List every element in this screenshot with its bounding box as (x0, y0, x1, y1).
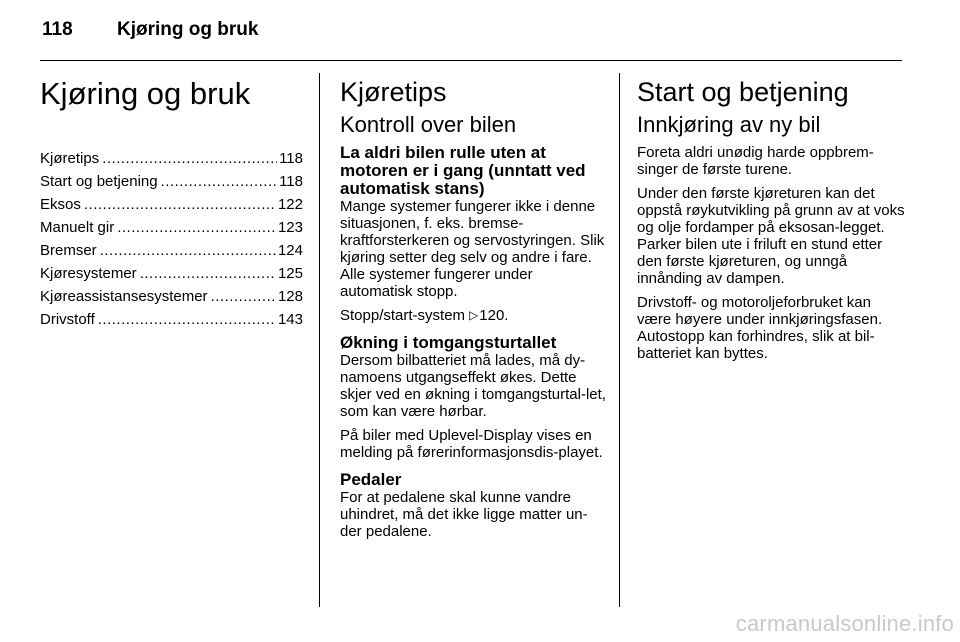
toc-leader (140, 262, 276, 285)
xref-page-link[interactable]: 120. (479, 307, 509, 324)
toc-leader (211, 285, 276, 308)
toc-item-label: Bremser (40, 242, 97, 259)
toc-item-label: Manuelt gir (40, 219, 115, 236)
column-2 (340, 76, 606, 547)
triangle-right-outline-icon: ▷ (469, 308, 479, 322)
toc-item[interactable] (40, 216, 303, 239)
toc-item[interactable] (40, 262, 303, 285)
topic-heading: Pedaler (340, 470, 402, 489)
running-title: Kjøring og bruk (117, 19, 259, 40)
toc-item-label: Start og betjening (40, 173, 158, 190)
toc-item-label: Kjøreassistansesystemer (40, 288, 208, 305)
toc-item-label: Kjøresystemer (40, 265, 137, 282)
page-number: 118 (42, 19, 73, 40)
column-divider-2 (619, 73, 620, 607)
subsection-title: Kontroll over bilen (340, 112, 517, 137)
toc-leader (102, 147, 277, 170)
body-paragraph: Dersom bilbatteriet må lades, må dy-namoens utgangseffekt økes. Dette skjer ved en økning i tomgangsturtal-let, som kan være hørbar. (340, 352, 606, 420)
toc-item[interactable] (40, 193, 303, 216)
toc-item-label: Eksos (40, 196, 81, 213)
body-paragraph: På biler med Uplevel-Display vises en melding på førerinformasjonsdis-playet. (340, 427, 603, 461)
section-title: Start og betjening (637, 77, 849, 107)
toc-leader (161, 170, 277, 193)
column-3 (637, 76, 905, 369)
toc-leader (117, 216, 276, 239)
toc-item-page: 125 (277, 265, 303, 282)
toc-item[interactable] (40, 147, 303, 170)
subsection-title: Innkjøring av ny bil (637, 112, 821, 137)
toc-item-label: Drivstoff (40, 311, 95, 328)
toc-item[interactable] (40, 308, 303, 331)
watermark: carmanualsonline.info (735, 611, 954, 636)
topic-heading: La aldri bilen rulle uten at motoren er i gang (unntatt ved automatisk stans) (340, 143, 586, 198)
toc-item-page: 118 (279, 150, 303, 167)
table-of-contents (40, 147, 303, 331)
cross-reference (340, 307, 606, 324)
topic-heading: Økning i tomgangsturtallet (340, 333, 557, 352)
header-rule (40, 60, 902, 61)
body-paragraph: Under den første kjøreturen kan det oppstå røykutvikling på grunn av at voks og olje fordamper på eksosan-legget. Parker bilen ute i friluft en stund etter den første kjøreturen, og unngå innånding av dampen. (637, 185, 905, 287)
section-title: Kjøretips (340, 77, 447, 107)
toc-item-page: 143 (277, 311, 303, 328)
body-paragraph: Drivstoff- og motoroljeforbruket kan være høyere under innkjøringsfasen. Autostopp kan forhindres, slik at bil-batteriet kan byttes. (637, 294, 883, 362)
toc-item[interactable] (40, 239, 303, 262)
toc-item[interactable] (40, 285, 303, 308)
toc-item-page: 124 (277, 242, 303, 259)
column-divider-1 (319, 73, 320, 607)
chapter-title: Kjøring og bruk (40, 76, 251, 111)
body-paragraph: Mange systemer fungerer ikke i denne situasjonen, f. eks. bremse-kraftforsterkeren og servostyringen. Slik kjøring setter deg selv og andre i fare. Alle systemer fungerer under automatisk stopp. (340, 198, 605, 300)
toc-item-label: Kjøretips (40, 150, 100, 167)
body-paragraph: Foreta aldri unødig harde oppbrem-singer de første turene. (637, 144, 874, 178)
xref-label: Stopp/start-system (340, 307, 466, 324)
body-paragraph: For at pedalene skal kunne vandre uhindret, må det ikke ligge matter un-der pedalene. (340, 489, 588, 540)
toc-item-page: 122 (277, 196, 303, 213)
toc-leader (84, 193, 276, 216)
toc-leader (100, 239, 276, 262)
toc-item-page: 118 (279, 173, 303, 190)
toc-item-page: 128 (277, 288, 303, 305)
toc-item[interactable] (40, 170, 303, 193)
toc-item-page: 123 (277, 219, 303, 236)
toc-leader (98, 308, 276, 331)
